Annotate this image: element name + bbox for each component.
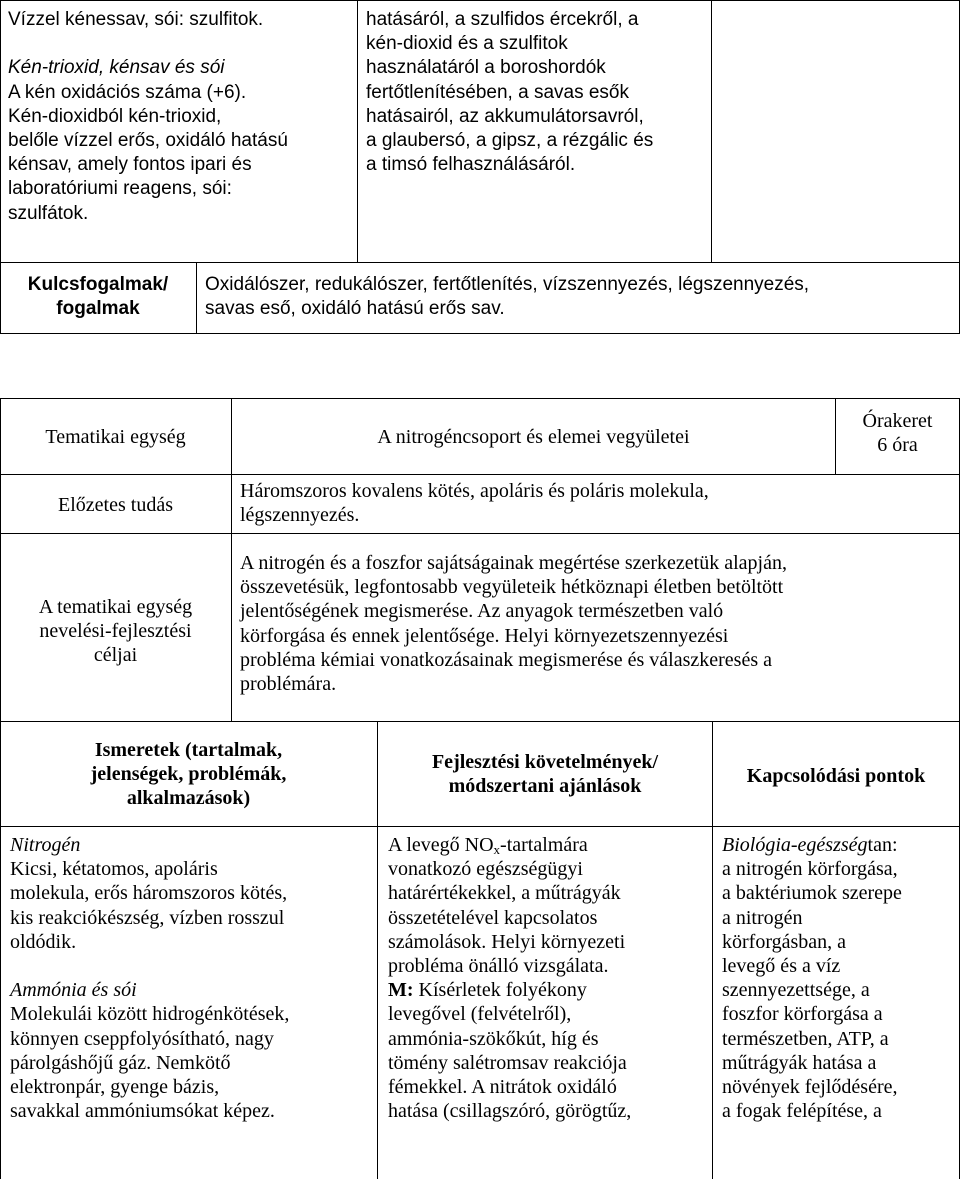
text-line: savas eső, oxidáló hatású erős sav. (205, 298, 505, 320)
text-line: oldódik. (10, 930, 77, 953)
col-divider-1 (357, 0, 358, 263)
text-line: a fogak felépítése, a (722, 1100, 882, 1123)
hours-value: 6 óra (877, 434, 918, 457)
text-line (8, 32, 356, 56)
text-line: a timsó felhasználásáról. (366, 154, 576, 176)
prior-knowledge-text (240, 479, 955, 527)
text-line: használatáról a boroshordók (366, 57, 606, 79)
text-line: jelentőségének megismerése. Az anyagok természetben való (240, 600, 724, 623)
top-border (0, 0, 960, 1)
goals-label (0, 595, 231, 668)
text-line: fémekkel. A nitrátok oxidáló (388, 1076, 617, 1099)
header-line: jelenségek, problémák, (90, 763, 287, 786)
col3-lines (722, 857, 958, 1123)
text-line: hatásáról, a szulfidos ércekről, a (366, 9, 639, 30)
col2-content (388, 833, 710, 1123)
text-line: növények fejlődésére, (722, 1076, 898, 1099)
text-line: fertőtlenítésében, a savas esők (366, 81, 629, 103)
text-line: szulfátok. (8, 202, 89, 224)
key-concepts-value (205, 273, 955, 321)
text-line: határértékekkel, a műtrágyák (388, 882, 621, 905)
text-line: a nitrogén (722, 906, 803, 929)
unit-row-1 (0, 474, 960, 475)
text-line: tömény salétromsav reakciója (388, 1051, 627, 1074)
text-line: Kén-trioxid, kénsav és sói (8, 57, 225, 79)
text-line: körforgása és ennek jelentősége. Helyi környezetszennyezési (240, 624, 729, 647)
unit-row-3 (0, 721, 960, 722)
text-line: természetben, ATP, a (722, 1027, 889, 1050)
text-line: a nitrogén körforgása, (722, 858, 898, 881)
text-line: körforgásban, a (722, 930, 847, 953)
text-line: a glaubersó, a gipsz, a rézgálic és (366, 130, 654, 152)
hours-label: Órakeret (862, 410, 933, 432)
text-line: levegővel (felvételről), (388, 1003, 572, 1026)
text-line: légszennyezés. (240, 504, 360, 527)
col2-m-lines (388, 1002, 710, 1123)
text-line: kénsav, amely fontos ipari és (8, 154, 252, 176)
middle-cell (366, 8, 710, 177)
col2-m-line: M: Kísérletek folyékony (388, 979, 587, 1002)
unit-row-4 (0, 826, 960, 827)
col3-header: Kapcsolódási pontok (746, 765, 926, 787)
text-line: kis reakciókészség, vízben rosszul (10, 906, 285, 929)
col1-header (0, 738, 377, 811)
text-line: molekula, erős háromszoros kötés, (10, 882, 288, 905)
prior-knowledge-label: Előzetes tudás (58, 494, 173, 516)
text-line: Ammónia és sói (10, 979, 137, 1002)
text-line: kén-dioxid és a szulfitok (366, 33, 568, 55)
text-line: hatása (csillagszóró, görögtűz, (388, 1100, 632, 1123)
text-line: Molekulái között hidrogénkötések, (10, 1003, 290, 1026)
text-line: levegő és a víz (722, 955, 841, 978)
unit-col-divider-2 (712, 721, 713, 1179)
text-line: számolások. Helyi környezeti (388, 930, 626, 953)
header-line: alkalmazások) (126, 787, 251, 810)
text-line: A kén oxidációs száma (+6). (8, 81, 247, 103)
text-line: hatásairól, az akkumulátorsavról, (366, 105, 644, 127)
header-line: Ismeretek (tartalmak, (94, 739, 283, 761)
label-line: nevelési-fejlesztési (39, 620, 192, 643)
key-concepts-label (0, 273, 196, 321)
text-line: Oxidálószer, redukálószer, fertőtlenítés, vízszennyezés, légszennyezés, (205, 274, 810, 295)
label-line: céljai (93, 644, 138, 667)
unit-row-2 (0, 533, 960, 534)
goals-text (240, 551, 955, 696)
unit-top-border (0, 398, 960, 399)
label-line: A tematikai egység (38, 596, 193, 618)
text-line: könnyen cseppfolyósítható, nagy (10, 1027, 274, 1050)
text-line: savakkal ammóniumsókat képez. (10, 1100, 275, 1123)
label-line: fogalmak (56, 298, 140, 320)
text-line: a baktériumok szerepe (722, 882, 902, 905)
left-cell (8, 8, 356, 226)
text-line: belőle vízzel erős, oxidáló hatású (8, 130, 288, 152)
text-line: vonatkozó egészségügyi (388, 858, 583, 881)
text-line: laboratóriumi reagens, sói: (8, 178, 232, 200)
bottom-border (0, 333, 960, 334)
header-line: Fejlesztési követelmények/ (431, 751, 659, 773)
text-line: probléma kémiai vonatkozásainak megismerése és válaszkeresés a (240, 648, 773, 671)
text-line: probléma önálló vizsgálata. (388, 955, 609, 978)
theme-title: A nitrogéncsoport és elemei vegyületei (377, 426, 690, 448)
text-line: problémára. (240, 673, 337, 696)
text-line: műtrágyák hatása a (722, 1051, 877, 1074)
label-line: Kulcsfogalmak/ (27, 274, 169, 295)
col-divider-2 (711, 0, 712, 263)
row-divider (0, 262, 960, 263)
text-line: A nitrogén és a foszfor sajátságainak megértése szerkezetük alapján, (240, 552, 787, 574)
hours-box (836, 409, 959, 457)
text-line: párolgáshőjű gáz. Nemkötő (10, 1051, 231, 1074)
header-line: módszertani ajánlások (448, 775, 642, 798)
text-line: Kén-dioxidból kén-trioxid, (8, 105, 222, 127)
text-line (10, 954, 375, 978)
text-line: foszfor körforgása a (722, 1003, 883, 1026)
text-line: elektronpár, gyenge bázis, (10, 1076, 220, 1099)
col1-content (10, 833, 375, 1123)
col3-content (722, 833, 958, 1123)
text-line: szennyezettsége, a (722, 979, 870, 1002)
text-line: Nitrogén (10, 834, 81, 856)
col3-first-line: Biológia-egészségtan: (722, 834, 898, 856)
col2-header (378, 750, 712, 798)
text-line: Vízzel kénessav, sói: szulfitok. (8, 9, 264, 30)
text-line: összevetésük, legfontosabb vegyületeik hétköznapi életben betöltött (240, 576, 784, 599)
text-line: összetételével kapcsolatos (388, 906, 598, 929)
col2-lines (388, 857, 710, 978)
text-line: Kicsi, kétatomos, apoláris (10, 858, 218, 881)
col-divider-kulcs (196, 262, 197, 334)
theme-label: Tematikai egység (45, 426, 186, 448)
text-line: Háromszoros kovalens kötés, apoláris és poláris molekula, (240, 480, 709, 502)
text-line: ammónia-szökőkút, híg és (388, 1027, 599, 1050)
col2-first-line: A levegő $NO_x$-tartalmára (388, 834, 588, 857)
